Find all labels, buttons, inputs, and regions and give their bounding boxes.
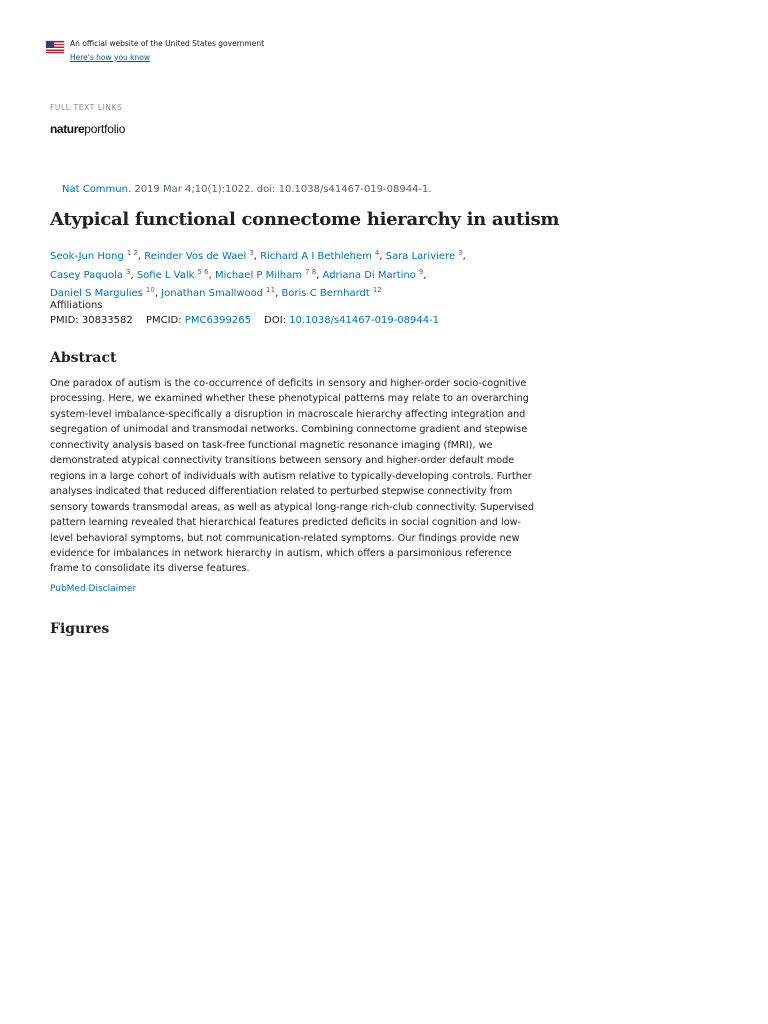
pmid: PMID: 30833582 [50, 315, 133, 326]
abstract-text: One paradox of autism is the co-occurrence of deficits in sensory and higher-order socio-cognitive processing. Here, we examined whether these phenotypical patterns may relate to an overarching system-level imbalance-specifically a disruption in macroscale hierarchy affecting integration and segregation of unimodal and transmodal networks. Combining connectome gradient and stepwise connectivity analysis based on task-free functional magnetic resonance imaging (fMRI), we demonstrated atypical connectivity transitions between sensory and higher-order default mode regions in a large cohort of individuals with autism relative to typically-developing controls. Further analyses indicated that reduced differentiation related to perturbed stepwise connectivity from sensory towards transmodal areas, as well as atypical long-range rich-club connectivity. Supervised pattern learning revealed that hierarchical features predicted deficits in social cognition and low-level behavioral symptoms, but not communication-related symptoms. Our findings provide new evidence for imbalances in network hierarchy in autism, which offers a parsimonious reference frame to consolidate its diverse features. [50, 378, 535, 575]
us-flag-icon [46, 41, 64, 53]
author-link[interactable]: Boris C Bernhardt [281, 288, 370, 300]
author-link[interactable]: Adriana Di Martino [322, 269, 416, 281]
article-identifiers [50, 315, 439, 326]
author-link[interactable]: Daniel S Margulies [50, 288, 143, 300]
abstract-heading: Abstract [50, 350, 117, 366]
author-affiliation-ref[interactable]: 10 [145, 286, 155, 295]
pmcid-link[interactable]: PMC6399265 [184, 315, 251, 326]
author-link[interactable]: Sofie L Valk [136, 269, 195, 281]
author-affiliation-ref[interactable]: 11 [266, 286, 276, 295]
full-text-links-label: FULL TEXT LINKS [50, 103, 123, 112]
author-affiliation-ref[interactable]: 3 [249, 249, 254, 257]
journal-link[interactable]: Nat Commun [62, 184, 128, 195]
author-affiliation-ref[interactable]: 4 [374, 249, 380, 257]
author-affiliation-ref[interactable]: 7 8 [305, 267, 317, 276]
author-affiliation-ref[interactable]: 12 [372, 286, 382, 295]
citation [62, 184, 432, 195]
author-affiliation-ref[interactable]: 3 [126, 267, 131, 276]
author-link[interactable]: Reinder Vos de Wael [144, 251, 247, 262]
doi-link[interactable]: 10.1038/s41467-019-08944-1 [289, 315, 440, 326]
doi-label: DOI: [264, 315, 290, 326]
heres-how-you-know-link[interactable]: Here's how you know [70, 53, 150, 62]
pubmed-disclaimer-link[interactable]: PubMed Disclaimer [50, 584, 137, 594]
gov-banner-text: An official website of the United States government [70, 39, 265, 48]
author-link[interactable]: Richard A I Bethlehem [260, 251, 372, 262]
author-link[interactable]: Casey Paquola [50, 269, 123, 281]
publisher-logo-rest: portfolio [84, 122, 126, 136]
author-affiliation-ref[interactable]: 1 2 [126, 249, 138, 257]
publisher-logo-bold: nature [50, 122, 85, 136]
affiliations-toggle[interactable]: Affiliations [50, 300, 103, 311]
figures-heading: Figures [50, 621, 110, 637]
nature-portfolio-link[interactable] [50, 122, 125, 136]
pmcid-label: PMCID: [145, 315, 185, 326]
citation-details: . 2019 Mar 4;10(1):1022. doi: 10.1038/s41467-019-08944-1. [127, 184, 432, 195]
author-affiliation-ref[interactable]: 9 [418, 267, 424, 276]
authors-list: Seok-Jun Hong $^{1 2}$, Reinder Vos de Wael $^3$, Richard A I Bethlehem $^4$, Sara Lariviere $^3$, Casey Paquola $^3$, Sofie L Valk $^{5 6}$, Michael P Milham $^{7 8}$, Adriana Di Martino $^9$, Daniel S Margulies $^{10}$, Jonathan Smallwood $^{11}$, Boris C Bernhardt $^{12}$ [50, 249, 466, 300]
article-title: Atypical functional connectome hierarchy in autism [50, 209, 560, 230]
author-link[interactable]: Jonathan Smallwood [161, 288, 264, 300]
author-link[interactable]: Sara Lariviere [385, 251, 456, 262]
author-affiliation-ref[interactable]: 5 6 [197, 267, 209, 276]
author-affiliation-ref[interactable]: 3 [458, 249, 463, 257]
author-link[interactable]: Seok-Jun Hong [50, 251, 124, 262]
author-link[interactable]: Michael P Milham [214, 269, 303, 281]
